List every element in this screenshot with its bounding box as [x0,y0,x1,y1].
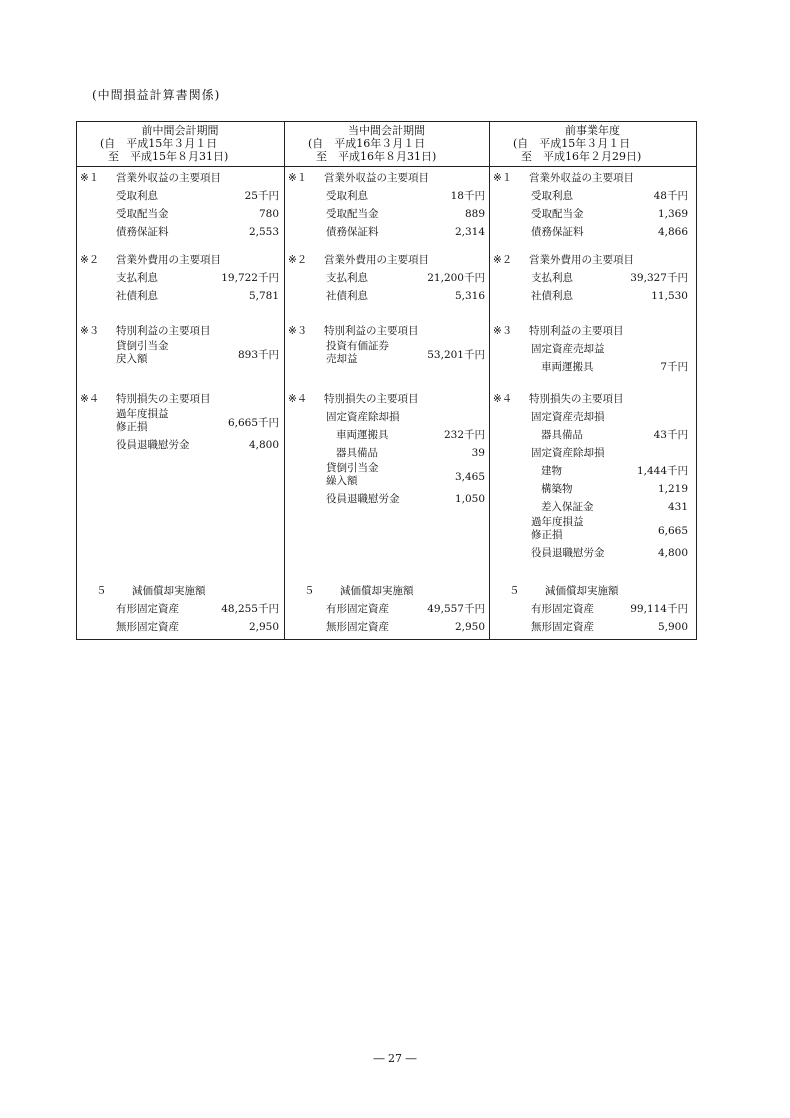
line-item [284,618,489,636]
item-label-line: 支払利息 [116,272,158,284]
line-item [489,498,696,516]
line-item [489,480,696,498]
note-title: 特別損失の主要項目 [529,393,624,405]
item-label [116,436,190,454]
item-label-line: 社債利息 [531,290,573,302]
item-label-line: 器具備品 [541,429,583,441]
item-label-line: 支払利息 [531,272,573,284]
item-label-line: 無形固定資産 [116,621,179,633]
line-item [76,269,284,287]
note-heading [76,582,284,600]
item-label-line: 固定資産除却損 [531,447,605,459]
item-label-line: 債務保証料 [531,226,584,238]
line-item [284,408,489,426]
item-value: 25千円 [244,190,279,202]
note-mark: ※２ [493,254,513,266]
period-column [284,121,489,640]
note-title: 減価償却実施額 [545,585,619,597]
item-label [531,287,573,305]
item-label [541,480,573,498]
item-label-line: 固定資産除却損 [326,411,400,423]
item-label-line: 支払利息 [326,272,368,284]
item-value: 1,369 [657,208,688,220]
note-section [489,390,696,562]
note-heading [76,169,284,187]
line-item [76,287,284,305]
line-item [284,490,489,508]
page-number: ― 27 ― [373,1052,417,1065]
note-section [284,251,489,305]
note-heading [76,251,284,269]
note-heading [489,251,696,269]
item-value: 1,444千円 [636,465,688,477]
item-label-line: 無形固定資産 [531,621,594,633]
note-mark: ※１ [493,172,513,184]
item-value: 5,781 [248,290,279,302]
item-label [116,223,169,241]
period-to: 至 平成16年２月29日) [521,150,642,163]
note-section [76,390,284,454]
period-name: 前事業年度 [565,124,620,137]
note-mark: ※３ [80,325,100,337]
item-label [531,340,605,358]
line-item [284,187,489,205]
line-item [489,600,696,618]
item-label [531,187,573,205]
line-item [76,600,284,618]
note-title: 特別利益の主要項目 [529,325,624,337]
note-heading [489,169,696,187]
note-heading [76,322,284,340]
item-label-line: 有形固定資産 [116,603,179,615]
item-label [326,340,389,366]
item-value: 4,800 [248,439,279,451]
line-item [489,269,696,287]
item-label-line: 受取利息 [531,190,573,202]
note-title: 減価償却実施額 [132,585,206,597]
item-label-line: 差入保証金 [541,501,594,513]
period-name: 前中間会計期間 [141,124,219,137]
item-label [531,544,605,562]
item-label [116,187,158,205]
line-item [284,462,489,490]
item-label [336,426,389,444]
note-section [284,169,489,241]
item-label [541,498,594,516]
note-mark: ※２ [80,254,100,266]
item-value: 1,219 [657,483,688,495]
line-item [489,426,696,444]
item-label-line: 貸倒引当金 [326,462,379,474]
item-label [531,600,594,618]
item-label [326,600,389,618]
item-label [531,269,573,287]
item-value: 53,201千円 [427,349,485,361]
note-mark: ５ [509,585,520,597]
item-label [541,462,562,480]
note-title: 営業外収益の主要項目 [324,172,429,184]
item-label-line: 過年度損益 [116,408,169,420]
note-title: 特別利益の主要項目 [324,325,419,337]
note-section [76,582,284,636]
line-item [489,462,696,480]
line-item [284,600,489,618]
line-item [489,544,696,562]
item-label-line: 戻入額 [116,353,148,365]
note-title: 特別損失の主要項目 [116,393,211,405]
line-item [284,340,489,368]
note-section [284,390,489,508]
column-divider [696,121,697,640]
period-column [489,121,696,640]
item-label-line: 受取配当金 [531,208,584,220]
note-mark: ※４ [288,393,308,405]
item-value: 780 [258,208,279,220]
item-label-line: 修正損 [116,421,148,433]
note-title: 営業外収益の主要項目 [529,172,634,184]
column-header [284,124,489,163]
item-value: 48千円 [653,190,688,202]
item-label-line: 車両運搬具 [541,361,594,373]
item-label-line: 役員退職慰労金 [326,493,400,505]
note-mark: ※３ [288,325,308,337]
item-label-line: 無形固定資産 [326,621,389,633]
note-heading [76,390,284,408]
note-section [76,251,284,305]
item-value: 7千円 [660,361,688,373]
note-title: 特別利益の主要項目 [116,325,211,337]
line-item [489,205,696,223]
line-item [489,223,696,241]
line-item [489,444,696,462]
item-label-line: 社債利息 [326,290,368,302]
item-value: 3,465 [454,471,485,483]
note-section [489,169,696,241]
item-value: 431 [667,501,688,513]
item-label [326,287,368,305]
period-column [76,121,284,640]
item-value: 1,050 [454,493,485,505]
note-mark: ※１ [80,172,100,184]
item-label-line: 受取利息 [326,190,368,202]
item-value: 4,866 [657,226,688,238]
note-section [489,582,696,636]
item-label [116,205,169,223]
note-mark: ※４ [80,393,100,405]
item-label [531,516,584,542]
item-label [541,358,594,376]
item-label [326,269,368,287]
item-label [541,426,583,444]
item-label [326,462,379,488]
note-section [489,251,696,305]
item-label-line: 器具備品 [336,447,378,459]
note-heading [489,390,696,408]
note-mark: ５ [96,585,107,597]
period-from: (自 平成15年３月１日 [513,137,631,150]
item-label-line: 過年度損益 [531,516,584,528]
line-item [284,269,489,287]
item-label [531,223,584,241]
item-value: 893千円 [237,349,279,361]
item-label-line: 受取利息 [116,190,158,202]
note-mark: ５ [304,585,315,597]
item-label [116,618,179,636]
note-section [76,322,284,368]
note-heading [284,251,489,269]
item-label-line: 固定資産売却益 [531,343,605,355]
item-value: 43千円 [653,429,688,441]
item-value: 2,314 [454,226,485,238]
item-value: 5,900 [657,621,688,633]
note-section [284,322,489,368]
item-label [531,205,584,223]
item-value: 19,722千円 [221,272,279,284]
note-heading [284,582,489,600]
item-value: 48,255千円 [221,603,279,615]
item-label [116,287,158,305]
item-label [116,269,158,287]
item-value: 39 [471,447,485,459]
note-title: 営業外費用の主要項目 [529,254,634,266]
item-label [531,618,594,636]
line-item [489,618,696,636]
note-mark: ※３ [493,325,513,337]
note-title: 営業外費用の主要項目 [116,254,221,266]
item-label-line: 受取配当金 [326,208,379,220]
line-item [489,340,696,358]
line-item [76,340,284,368]
period-to: 至 平成15年８月31日) [108,150,229,163]
note-mark: ※１ [288,172,308,184]
item-label-line: 債務保証料 [116,226,169,238]
line-item [489,187,696,205]
item-label [336,444,378,462]
period-to: 至 平成16年８月31日) [316,150,437,163]
period-name: 当中間会計期間 [348,124,425,137]
period-from: (自 平成16年３月１日 [308,137,426,150]
item-label-line: 売却益 [326,353,358,365]
item-label [326,408,400,426]
note-heading [284,390,489,408]
line-item [76,436,284,454]
note-section [489,322,696,376]
item-value: 18千円 [450,190,485,202]
item-label [116,408,169,434]
line-item [76,187,284,205]
item-value: 2,950 [454,621,485,633]
item-label-line: 投資有価証券 [326,340,389,352]
note-heading [489,322,696,340]
line-item [76,408,284,436]
note-section [76,169,284,241]
item-label [531,408,605,426]
income-statement-notes-table [76,121,697,640]
item-value: 889 [464,208,485,220]
item-label [116,600,179,618]
note-title: 営業外費用の主要項目 [324,254,429,266]
item-label-line: 繰入額 [326,475,358,487]
line-item [284,223,489,241]
line-item [76,205,284,223]
period-from: (自 平成15年３月１日 [100,137,218,150]
item-label-line: 役員退職慰労金 [531,547,605,559]
note-heading [284,169,489,187]
item-label-line: 受取配当金 [116,208,169,220]
item-label [326,490,400,508]
line-item [284,444,489,462]
note-title: 減価償却実施額 [340,585,414,597]
note-title: 営業外収益の主要項目 [116,172,221,184]
note-mark: ※４ [493,393,513,405]
note-title: 特別損失の主要項目 [324,393,419,405]
line-item [76,618,284,636]
item-value: 4,800 [657,547,688,559]
item-label-line: 役員退職慰労金 [116,439,190,451]
note-heading [489,582,696,600]
item-value: 232千円 [443,429,485,441]
item-label-line: 構築物 [541,483,573,495]
line-item [284,287,489,305]
column-header [76,124,284,163]
line-item [489,287,696,305]
line-item [76,223,284,241]
item-value: 5,316 [454,290,485,302]
item-label [326,187,368,205]
item-value: 39,327千円 [630,272,688,284]
column-header [489,124,696,163]
item-label-line: 社債利息 [116,290,158,302]
line-item [489,358,696,376]
item-label-line: 車両運搬具 [336,429,389,441]
note-heading [284,322,489,340]
item-label-line: 有形固定資産 [531,603,594,615]
item-value: 6,665 [657,525,688,537]
item-value: 2,553 [248,226,279,238]
item-label-line: 債務保証料 [326,226,379,238]
line-item [284,426,489,444]
item-label [326,205,379,223]
item-label-line: 固定資産売却損 [531,411,605,423]
line-item [489,516,696,544]
line-item [489,408,696,426]
item-label [531,444,605,462]
item-label-line: 有形固定資産 [326,603,389,615]
item-value: 2,950 [248,621,279,633]
line-item [284,205,489,223]
item-label-line: 建物 [541,465,562,477]
item-label-line: 修正損 [531,529,563,541]
item-value: 11,530 [651,290,688,302]
item-label-line: 貸倒引当金 [116,340,169,352]
note-mark: ※２ [288,254,308,266]
section-title: (中間損益計算書関係) [92,88,221,102]
item-value: 6,665千円 [227,417,279,429]
item-label [116,340,169,366]
item-label [326,223,379,241]
item-value: 21,200千円 [427,272,485,284]
item-label [326,618,389,636]
note-section [284,582,489,636]
item-value: 49,557千円 [427,603,485,615]
item-value: 99,114千円 [630,603,688,615]
